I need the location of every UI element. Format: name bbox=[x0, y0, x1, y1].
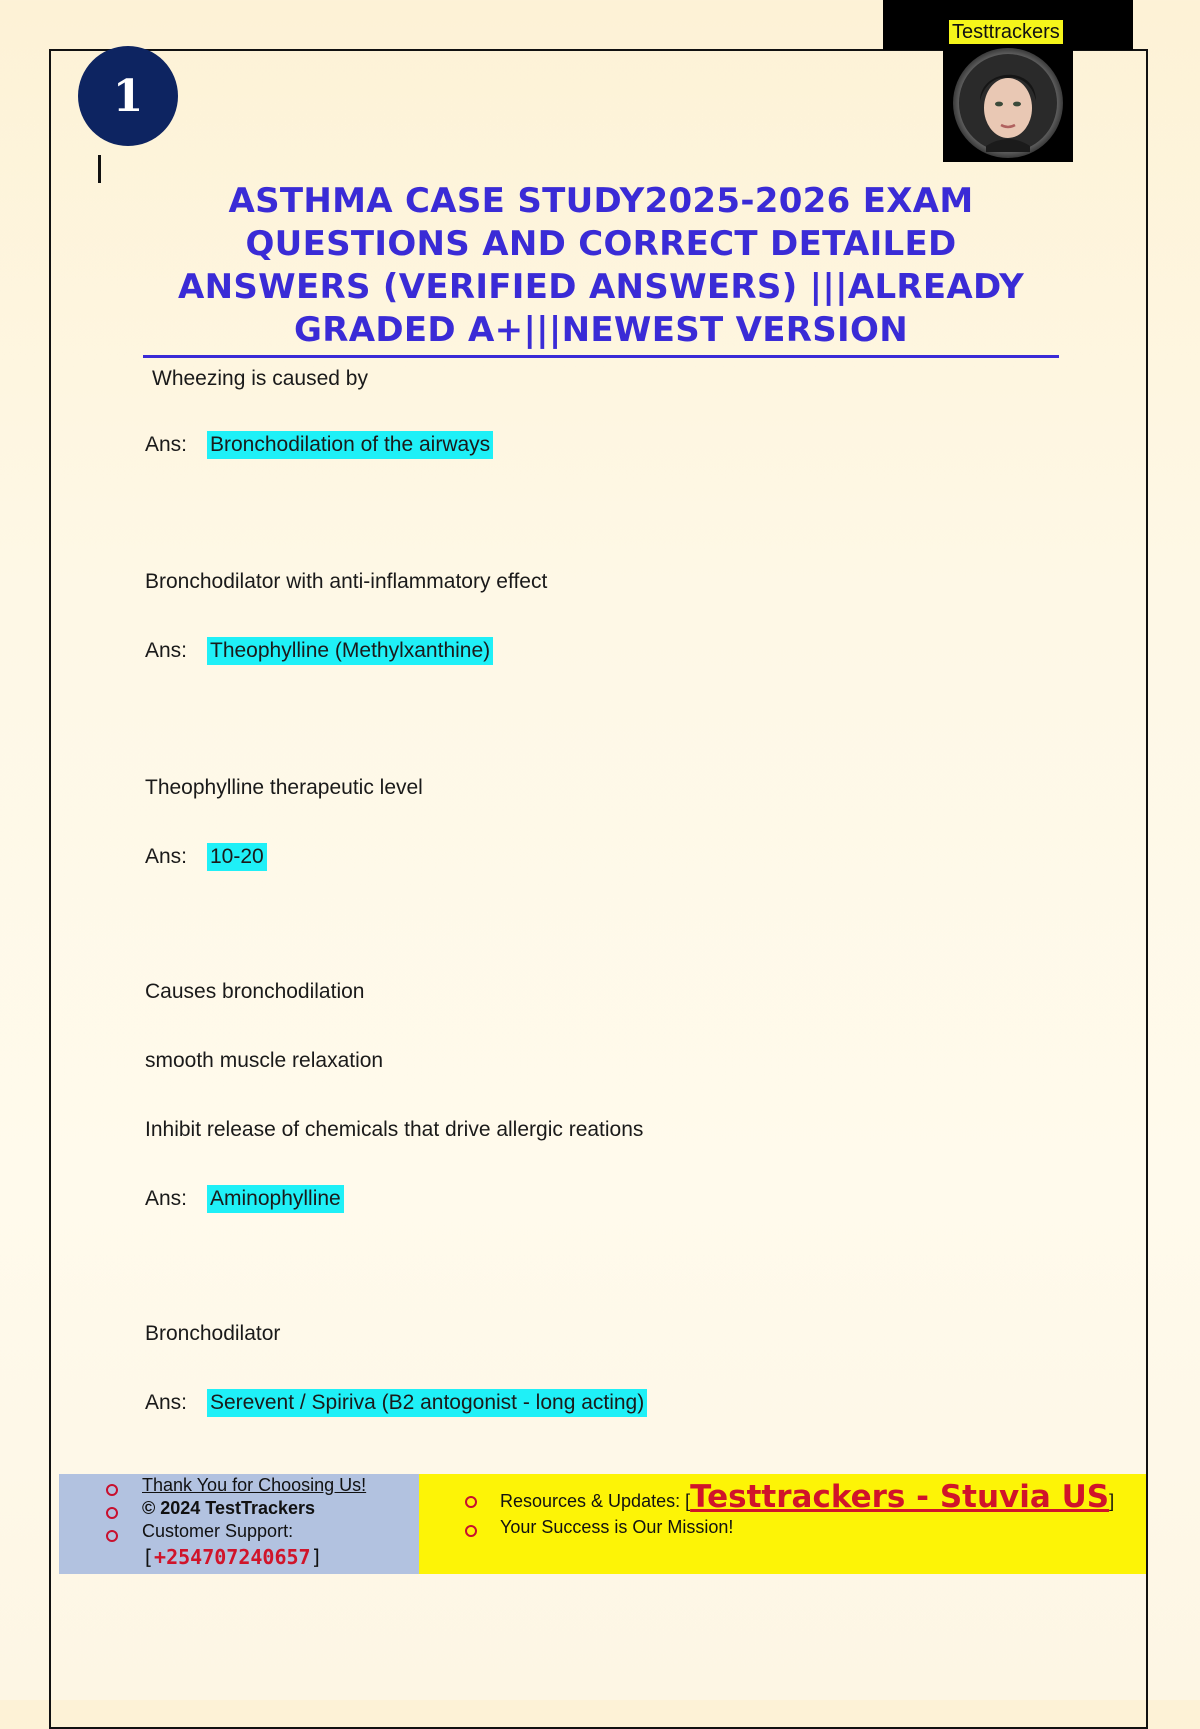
answer-label: Ans: bbox=[145, 433, 188, 456]
answer-highlight: Serevent / Spiriva (B2 antogonist - long acting) bbox=[207, 1389, 647, 1417]
question-text: Causes bronchodilation bbox=[145, 980, 365, 1003]
resources-label: Resources & Updates: bbox=[500, 1491, 681, 1511]
bullet-icon bbox=[465, 1525, 477, 1537]
answer-highlight: Bronchodilation of the airways bbox=[207, 431, 493, 459]
bullet-icon bbox=[465, 1496, 477, 1508]
title-rule bbox=[143, 355, 1059, 358]
question-text: Wheezing is caused by bbox=[152, 367, 368, 390]
avatar bbox=[946, 46, 1070, 160]
bullet-icon bbox=[106, 1507, 118, 1519]
bullet-icon bbox=[106, 1484, 118, 1496]
question-text: Inhibit release of chemicals that drive allergic reations bbox=[145, 1118, 644, 1141]
question-text: Theophylline therapeutic level bbox=[145, 776, 423, 799]
page-number-badge: 1 bbox=[78, 46, 178, 146]
question-text: Bronchodilator with anti-inflammatory effect bbox=[145, 570, 548, 593]
answer-highlight: Theophylline (Methylxanthine) bbox=[207, 637, 493, 665]
answer-highlight: Aminophylline bbox=[207, 1185, 344, 1213]
support-phone-number[interactable]: +254707240657 bbox=[154, 1545, 311, 1569]
resources-link[interactable]: Testtrackers - Stuvia US bbox=[690, 1479, 1110, 1515]
brand-label: Testtrackers bbox=[949, 20, 1063, 45]
mission-text: Your Success is Our Mission! bbox=[500, 1517, 734, 1537]
bullet-icon bbox=[106, 1530, 118, 1542]
support-label: Customer Support: bbox=[142, 1521, 294, 1541]
answer-label: Ans: bbox=[145, 1391, 188, 1414]
question-text: Bronchodilator bbox=[145, 1322, 281, 1345]
answer-label: Ans: bbox=[145, 845, 188, 868]
answer-label: Ans: bbox=[145, 1187, 188, 1210]
question-text: smooth muscle relaxation bbox=[145, 1049, 384, 1072]
resources-line: Resources & Updates: [Testtrackers - Stuvia US] bbox=[500, 1479, 1115, 1515]
thank-you-link[interactable]: Thank You for Choosing Us! bbox=[142, 1475, 367, 1495]
support-phone[interactable]: [+254707240657] bbox=[142, 1545, 323, 1569]
text-cursor bbox=[98, 155, 101, 183]
answer-highlight: 10-20 bbox=[207, 843, 267, 871]
copyright-text: © 2024 TestTrackers bbox=[142, 1498, 316, 1518]
answer-label: Ans: bbox=[145, 639, 188, 662]
document-title: ASTHMA CASE STUDY2025-2026 EXAM QUESTIONS AND CORRECT DETAILED ANSWERS (VERIFIED ANSWERS) |||ALREADY GRADED A+|||NEWEST VERSION bbox=[177, 181, 1024, 350]
